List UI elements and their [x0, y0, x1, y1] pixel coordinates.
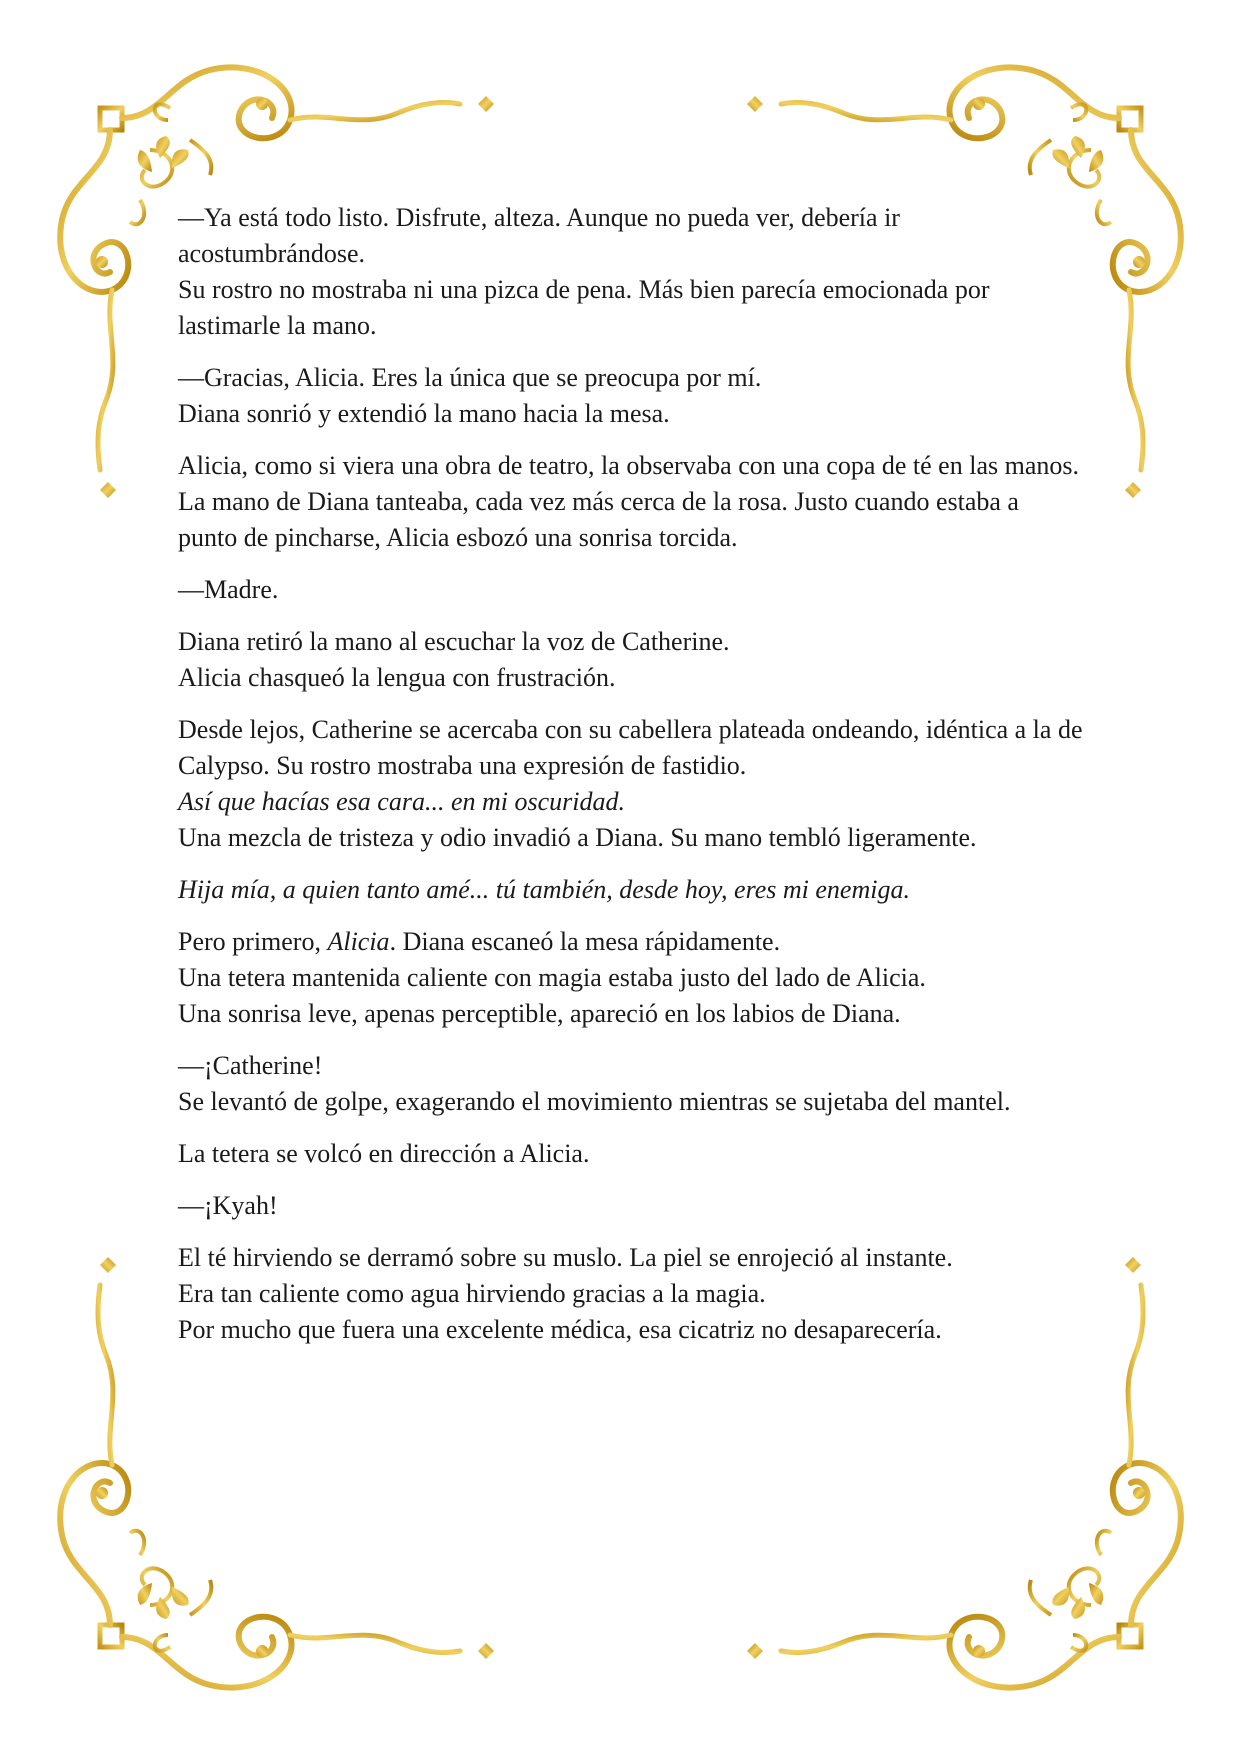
text-line: —Gracias, Alicia. Eres la única que se preocupa por mí. — [178, 363, 762, 392]
text-line: Diana sonrió y extendió la mano hacia la mesa. — [178, 399, 670, 428]
paragraph — [178, 200, 1083, 344]
text-line: Una mezcla de tristeza y odio invadió a Diana. Su mano tembló ligeramente. — [178, 823, 977, 852]
text-line: Era tan caliente como agua hirviendo gracias a la magia. — [178, 1279, 766, 1308]
text-line: La tetera se volcó en dirección a Alicia. — [178, 1139, 590, 1168]
paragraph — [178, 572, 1083, 608]
paragraph — [178, 924, 1083, 1032]
text-line: —¡Kyah! — [178, 1191, 278, 1220]
paragraph — [178, 360, 1083, 432]
text-line: Por mucho que fuera una excelente médica, esa cicatriz no desaparecería. — [178, 1315, 942, 1344]
story-text — [178, 200, 1083, 1364]
text-line: El té hirviendo se derramó sobre su muslo. La piel se enrojeció al instante. — [178, 1243, 953, 1272]
text-line: —¡Catherine! — [178, 1051, 323, 1080]
text-line-mixed — [178, 924, 1083, 960]
paragraph — [178, 624, 1083, 696]
paragraph — [178, 1240, 1083, 1348]
text-line: Su rostro no mostraba ni una pizca de pena. Más bien parecía emocionada por lastimarle la mano. — [178, 275, 990, 340]
text-line: —Madre. — [178, 575, 279, 604]
paragraph — [178, 1136, 1083, 1172]
text-line: —Ya está todo listo. Disfrute, alteza. Aunque no pueda ver, debería ir acostumbrándose. — [178, 203, 900, 268]
text-line: Desde lejos, Catherine se acercaba con su cabellera plateada ondeando, idéntica a la de Calypso. Su rostro mostraba una expresión de fastidio. — [178, 715, 1083, 780]
text-line: Una sonrisa leve, apenas perceptible, apareció en los labios de Diana. — [178, 999, 901, 1028]
text-line: Una tetera mantenida caliente con magia estaba justo del lado de Alicia. — [178, 963, 926, 992]
text-line: Diana retiró la mano al escuchar la voz de Catherine. — [178, 627, 730, 656]
paragraph — [178, 872, 1083, 908]
text-line: Alicia chasqueó la lengua con frustración. — [178, 663, 616, 692]
text-line: Se levantó de golpe, exagerando el movimiento mientras se sujetaba del mantel. — [178, 1087, 1011, 1116]
text-fragment: . Diana escaneó la mesa rápidamente. — [389, 927, 781, 956]
paragraph — [178, 712, 1083, 856]
text-fragment: Pero primero, — [178, 927, 328, 956]
text-line: Alicia, como si viera una obra de teatro, la observaba con una copa de té en las manos. — [178, 451, 1079, 480]
paragraph — [178, 1048, 1083, 1120]
text-line: La mano de Diana tanteaba, cada vez más cerca de la rosa. Justo cuando estaba a punto de pincharse, Alicia esbozó una sonrisa torcida. — [178, 487, 1019, 552]
italic-name: Alicia — [327, 927, 390, 956]
paragraph — [178, 448, 1083, 556]
paragraph — [178, 1188, 1083, 1224]
italic-thought-line: Hija mía, a quien tanto amé... tú también, desde hoy, eres mi enemiga. — [178, 875, 910, 904]
italic-thought-line: Así que hacías esa cara... en mi oscuridad. — [178, 787, 626, 816]
